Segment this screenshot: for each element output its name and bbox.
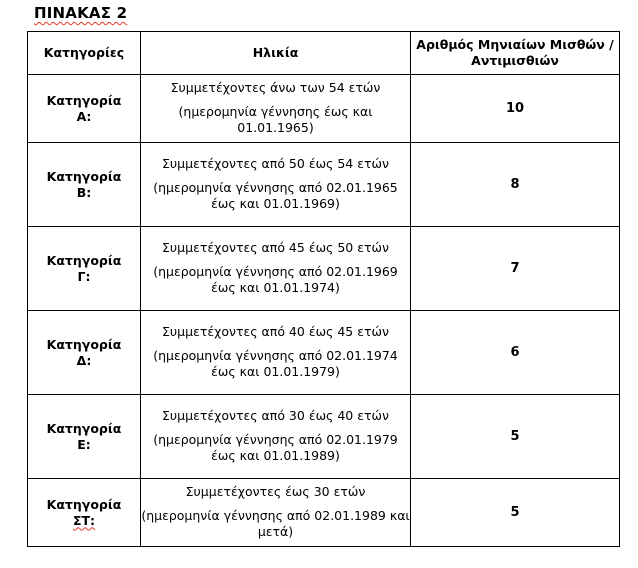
age-cell [141,143,411,227]
table-title: ΠΙΝΑΚΑΣ 2 [34,4,128,22]
age-cell [141,479,411,547]
category-code: Γ: [77,268,91,284]
header-salaries: Αριθμός Μηνιαίων Μισθών /Αντιμισθιών [411,32,620,75]
category-label: Κατηγορία [46,168,122,184]
birth-date-range: (ημερομηνία γέννησης από 02.01.1965 έως και 01.01.1969) [153,179,398,211]
category-label: Κατηγορία [46,336,122,352]
category-code: Β: [76,184,92,200]
birth-date-range: (ημερομηνία γέννησης από 02.01.1989 και μετά) [141,507,410,539]
table-row [28,311,620,395]
birth-date-range: (ημερομηνία γέννησης από 02.01.1969 έως και 01.01.1974) [153,263,398,295]
birth-date-range: (ημερομηνία γέννησης έως και 01.01.1965) [178,103,373,135]
category-cell [28,75,141,143]
salary-categories-table [27,31,620,547]
header-category: Κατηγορίες [28,32,141,75]
birth-date-range: (ημερομηνία γέννησης από 02.01.1974 έως και 01.01.1979) [153,347,398,379]
age-cell [141,227,411,311]
salaries-count: 8 [411,143,620,227]
category-cell [28,227,141,311]
table-row [28,143,620,227]
age-description: Συμμετέχοντες από 30 έως 40 ετών [162,407,389,423]
salaries-count: 7 [411,227,620,311]
age-description: Συμμετέχοντες άνω των 54 ετών [170,79,381,95]
category-code: ΣΤ: [72,512,96,528]
table-row [28,75,620,143]
table-row [28,479,620,547]
table-row [28,227,620,311]
category-code: Α: [76,108,92,124]
salaries-count: 5 [411,395,620,479]
category-code: Ε: [77,436,91,452]
header-row [28,32,620,75]
category-label: Κατηγορία [46,252,122,268]
category-code: Δ: [76,352,92,368]
age-cell [141,311,411,395]
category-label: Κατηγορία [46,420,122,436]
birth-date-range: (ημερομηνία γέννησης από 02.01.1979 έως και 01.01.1989) [153,431,398,463]
age-description: Συμμετέχοντες από 40 έως 45 ετών [162,323,389,339]
category-cell [28,479,141,547]
header-age: Ηλικία [141,32,411,75]
category-cell [28,143,141,227]
age-description: Συμμετέχοντες έως 30 ετών [185,483,366,499]
age-description: Συμμετέχοντες από 45 έως 50 ετών [162,239,389,255]
age-cell [141,75,411,143]
salaries-count: 6 [411,311,620,395]
salaries-count: 10 [411,75,620,143]
age-cell [141,395,411,479]
category-cell [28,311,141,395]
category-label: Κατηγορία [46,92,122,108]
category-cell [28,395,141,479]
table-row [28,395,620,479]
age-description: Συμμετέχοντες από 50 έως 54 ετών [162,155,389,171]
salaries-count: 5 [411,479,620,547]
category-label: Κατηγορία [46,496,122,512]
